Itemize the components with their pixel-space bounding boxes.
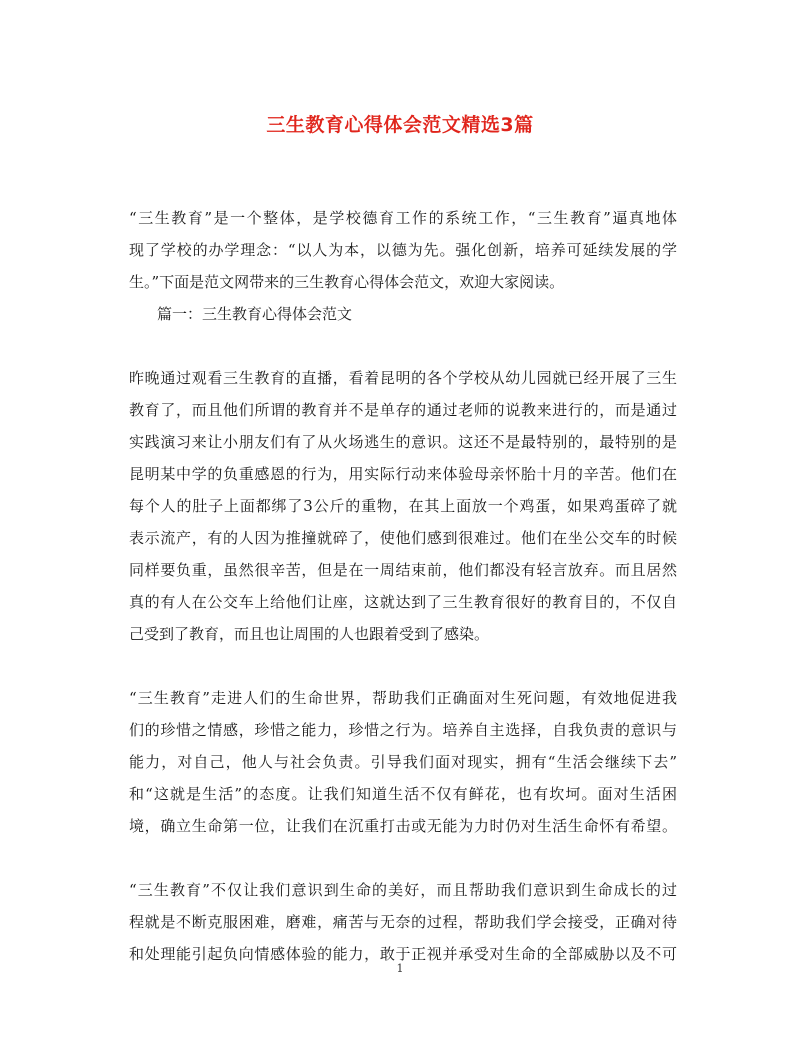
paragraph-line: 实践演习来让小朋友们有了从火场逃生的意识。这还不是最特别的，最特别的是 <box>129 433 677 451</box>
intro-line: 生。”下面是范文网带来的三生教育心得体会范文，欢迎大家阅读。 <box>129 273 565 291</box>
paragraph-line: 能力，对自己，他人与社会负责。引导我们面对现实，拥有“生活会继续下去” <box>129 753 677 771</box>
intro-line: 现了学校的办学理念：“以人为本，以德为先。强化创新，培养可延续发展的学 <box>129 241 677 259</box>
paragraph-line: 己受到了教育，而且也让周围的人也跟着受到了感染。 <box>129 625 490 643</box>
paragraph-line: 和处理能引起负向情感体验的能力，敢于正视并承受对生命的全部威胁以及不可 <box>129 945 677 963</box>
paragraph-line: 程就是不断克服困难，磨难，痛苦与无奈的过程，帮助我们学会接受，正确对待 <box>129 913 677 931</box>
page-number: 1 <box>396 962 404 975</box>
paragraph-line: 真的有人在公交车上给他们让座，这就达到了三生教育很好的教育目的，不仅自 <box>129 593 677 611</box>
section-heading: 篇一：三生教育心得体会范文 <box>157 305 353 323</box>
paragraph-line: 教育了，而且他们所谓的教育并不是单存的通过老师的说教来进行的，而是通过 <box>129 401 677 419</box>
paragraph-line: 每个人的肚子上面都绑了3公斤的重物，在其上面放一个鸡蛋，如果鸡蛋碎了就 <box>129 497 677 515</box>
paragraph-line: “三生教育”不仅让我们意识到生命的美好，而且帮助我们意识到生命成长的过 <box>129 881 677 899</box>
paragraph-line: 们的珍惜之情感，珍惜之能力，珍惜之行为。培养自主选择，自我负责的意识与 <box>129 721 677 739</box>
paragraph-line: 和“这就是生活”的态度。让我们知道生活不仅有鲜花，也有坎坷。面对生活困 <box>129 785 677 803</box>
page-title: 三生教育心得体会范文精选3篇 <box>266 114 534 136</box>
paragraph-line: 昆明某中学的负重感恩的行为，用实际行动来体验母亲怀胎十月的辛苦。他们在 <box>129 465 677 483</box>
paragraph-line: 境，确立生命第一位，让我们在沉重打击或无能为力时仍对生活生命怀有希望。 <box>129 817 677 835</box>
paragraph-line: 昨晚通过观看三生教育的直播，看着昆明的各个学校从幼儿园就已经开展了三生 <box>129 369 677 387</box>
paragraph-line: 同样要负重，虽然很辛苦，但是在一周结束前，他们都没有轻言放弃。而且居然 <box>129 561 677 579</box>
paragraph-line: 表示流产，有的人因为推撞就碎了，使他们感到很难过。他们在坐公交车的时候 <box>129 529 677 547</box>
paragraph-line: “三生教育”走进人们的生命世界，帮助我们正确面对生死问题，有效地促进我 <box>129 689 677 707</box>
intro-line: “三生教育”是一个整体，是学校德育工作的系统工作，“三生教育”逼真地体 <box>129 209 677 227</box>
